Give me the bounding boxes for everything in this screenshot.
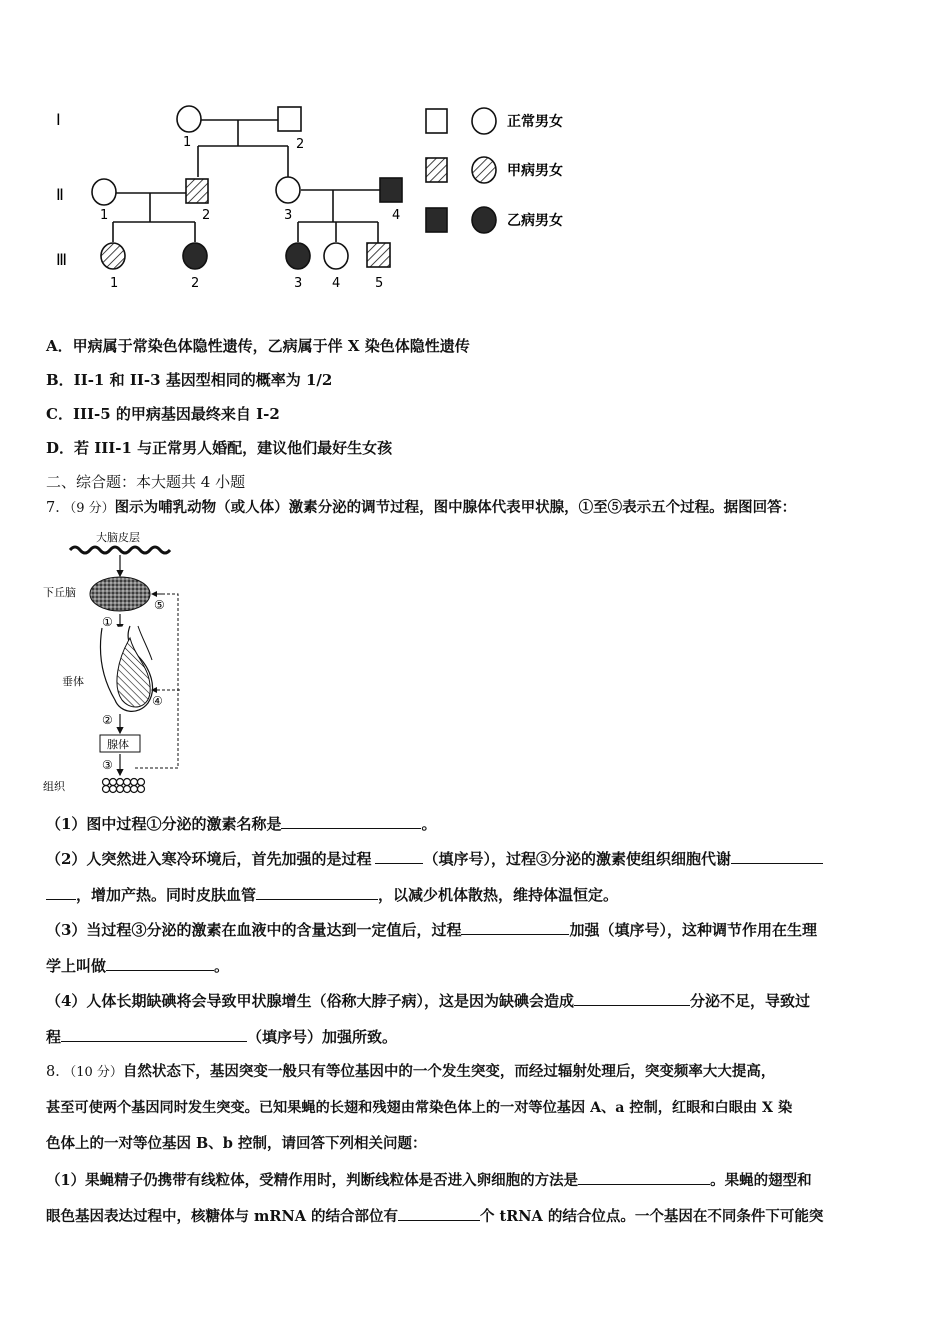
III-3-yi-female [286,243,310,269]
q7-part4-line2 [46,1026,397,1047]
III-2-yi-female [183,243,207,269]
q7-part4-line1 [46,990,810,1011]
q7-part3-blank-1[interactable] [461,919,569,935]
q8-part1-text-d: 个 tRNA 的结合位点。一个基因在不同条件下可能突 [480,1208,824,1225]
q7-part2-blank-1[interactable] [375,848,423,864]
q7-number: 7． [46,500,70,516]
q7-part2-blank-3[interactable] [256,884,378,900]
III-1-number: 1 [110,276,119,291]
II-3-number: 3 [284,208,293,223]
III-5-number: 5 [375,276,384,291]
tissue-cells [103,779,145,793]
q8-number: 8． [46,1064,70,1080]
q8-stem-line3: 色体上的一对等位基因 B、b 控制，请回答下列相关问题： [46,1135,427,1152]
q7-part2-text-b: （填序号），过程③分泌的激素使组织细胞代谢 [423,850,731,868]
q7-part4-text-b: 分泌不足，导致过 [689,992,810,1010]
q7-part4-blank-1[interactable] [574,990,690,1006]
q8-part1-text-b: 。果蝇的翅型和 [710,1172,812,1189]
q7-part2-line1 [46,848,823,869]
III-4-number: 4 [332,276,341,291]
q7-stem-text: 图示为哺乳动物（或人体）激素分泌的调节过程，图中腺体代表甲状腺，①至⑤表示五个过程。据图回答： [114,499,797,516]
q7-part1-end: 。 [421,815,437,833]
III-4-normal-female [324,243,348,269]
q7-part2-text-a: （2）人突然进入寒冷环境后，首先加强的是过程 [46,850,372,868]
legend-jia-label: 甲病男女 [507,163,563,179]
q7-part3-text-a: （3）当过程③分泌的激素在血液中的含量达到一定值后，过程 [46,921,462,939]
q7-part4-text-d: （填序号）加强所致。 [247,1028,398,1046]
III-3-number: 3 [294,276,303,291]
option-a: A．甲病属于常染色体隐性遗传，乙病属于伴 X 染色体隐性遗传 [46,337,470,355]
II-2-jia-male [186,179,208,203]
q7-part2-line2 [46,884,618,905]
cortex-label: 大脑皮层 [96,531,140,544]
gland-label: 腺体 [107,738,129,751]
I-1-number: 1 [183,135,192,150]
cortex-wave [70,547,170,553]
legend-normal-female-icon [472,108,496,134]
q7-part3-text-d: 。 [214,957,230,975]
III-5-jia-male [367,243,390,267]
q7-part2-text-d: ，以减少机体散热，维持体温恒定。 [378,886,619,904]
II-2-number: 2 [202,208,211,223]
II-3-normal-female [276,177,300,203]
q8-score: （10 分） [69,1065,123,1080]
legend-jia-male-icon [426,158,447,182]
q8-stem-text-1: 自然状态下，基因突变一般只有等位基因中的一个发生突变，而经过辐射处理后，突变频率大大提高， [122,1063,776,1080]
legend-yi-label: 乙病男女 [507,213,563,229]
hypothalamus-shape [90,577,150,611]
step-2: ② [102,713,113,727]
legend-yi-female-icon [472,207,496,233]
pituitary-label: 垂体 [62,675,84,688]
q7-part1-text: （1）图中过程①分泌的激素名称是 [46,815,282,833]
legend-yi-male-icon [426,208,447,232]
q8-part1-blank-1[interactable] [578,1169,710,1185]
III-2-number: 2 [191,276,200,291]
q8-part1-text-a: （1）果蝇精子仍携带有线粒体，受精作用时，判断线粒体是否进入卵细胞的方法是 [46,1172,579,1189]
q7-part4-text-c: 程 [46,1028,62,1046]
q8-part1-blank-2[interactable] [398,1205,480,1221]
hormone-diagram [40,528,200,798]
q7-part3-text-c: 学上叫做 [46,957,107,975]
q8-stem-line1 [46,1062,775,1083]
II-4-yi-male [380,178,402,202]
legend-normal-label: 正常男女 [507,114,563,130]
gen-label-3: Ⅲ [56,250,68,269]
option-c: C．III-5 的甲病基因最终来自 I-2 [46,405,280,423]
q7-part2-blank-2[interactable] [731,848,823,864]
II-1-normal-female [92,179,116,205]
gen-label-1: Ⅰ [56,110,61,129]
I-1-normal-female [177,106,201,132]
hypothalamus-label: 下丘脑 [43,586,76,599]
legend-jia-female-icon [472,157,496,183]
q7-part4-text-a: （4）人体长期缺碘将会导致甲状腺增生（俗称大脖子病），这是因为缺碘会造成 [46,992,574,1010]
q7-part2-blank-2b[interactable] [46,884,76,900]
q8-stem-line2: 甚至可使两个基因同时发生突变。已知果蝇的长翅和残翅由常染色体上的一对等位基因 A、a 控制，红眼和白眼由 X 染 [46,1100,793,1116]
q7-part1-blank[interactable] [281,813,421,829]
q7-stem [46,498,796,519]
step-4: ④ [152,694,163,708]
I-2-number: 2 [296,137,305,152]
q7-part1 [46,813,436,834]
section-title: 二、综合题：本大题共 4 小题 [46,473,246,491]
step-1: ① [102,615,113,629]
tissue-label: 组织 [43,780,65,793]
q8-part1-text-c: 眼色基因表达过程中，核糖体与 mRNA 的结合部位有 [46,1208,398,1225]
q7-part4-blank-2[interactable] [61,1026,247,1042]
q7-part2-text-c: ，增加产热。同时皮肤血管 [76,886,257,904]
q8-part1-line1 [46,1169,812,1191]
II-4-number: 4 [392,208,401,223]
q7-part3-line2 [46,955,229,976]
q7-part3-text-b: 加强（填序号），这种调节作用在生理 [569,921,817,939]
q7-part3-line1 [46,919,817,940]
option-d: D．若 III-1 与正常男人婚配，建议他们最好生女孩 [46,439,393,457]
pedigree-chart [0,0,950,310]
gen-label-2: Ⅱ [56,185,64,204]
q8-part1-line2 [46,1205,823,1227]
q7-score: （9 分） [69,501,115,516]
step-5: ⑤ [154,598,165,612]
option-b: B．II-1 和 II-3 基因型相同的概率为 1/2 [46,371,333,389]
q7-part3-blank-2[interactable] [106,955,214,971]
II-1-number: 1 [100,208,109,223]
legend-normal-male-icon [426,109,447,133]
I-2-normal-male [278,107,301,131]
step-3: ③ [102,758,113,772]
III-1-jia-female [101,243,125,269]
